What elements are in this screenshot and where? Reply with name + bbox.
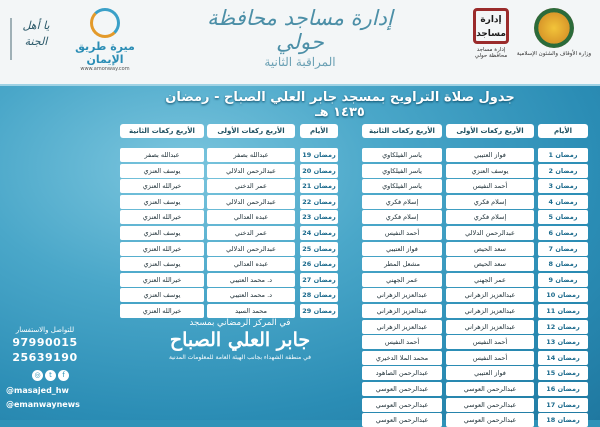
first-rakaat-cell: عمر الدخني [207,226,295,240]
second-rakaat-cell: عبدالرحمن العوسي [362,382,442,396]
amonway-circle-icon [90,8,120,38]
header-second-right: الأربع ركعات الثانية [362,124,442,138]
day-cell: 13 رمضان [538,335,588,349]
masajed-text: إدارة مساجد محافظة حولي [474,47,508,59]
first-rakaat-cell: عبدالرحمن العوسي [446,398,534,412]
second-rakaat-cell: عبدالله بصفر [120,148,204,162]
day-cell: 11 رمضان [538,304,588,318]
second-rakaat-cell: ياسر الفيلكاوي [362,148,442,162]
first-rakaat-cell: يوسف العنزي [446,164,534,178]
first-rakaat-cell: عبدالرحمن العوسي [446,382,534,396]
first-rakaat-cell: أحمد النفيس [446,351,534,365]
day-cell: 7 رمضان [538,242,588,256]
first-rakaat-cell: عبدالرحمن العوسي [446,413,534,427]
amonway-name: ميرة طريق الإيمان [75,40,135,66]
phone-2: 25639190 [12,351,78,364]
first-rakaat-cell: عبدالله بصفر [207,148,295,162]
second-rakaat-cell: يوسف العنزي [120,195,204,209]
first-rakaat-cell: عبدالرحمن الدلالي [207,164,295,178]
second-rakaat-cell: إسلام فكري [362,210,442,224]
first-rakaat-cell: عبدالعزيز الزهراني [446,288,534,302]
contact-block [8,326,82,364]
day-cell: 9 رمضان [538,273,588,287]
day-cell: 18 رمضان [538,413,588,427]
first-rakaat-cell: أحمد النفيس [446,179,534,193]
header-divider [0,84,600,86]
second-rakaat-cell: يوسف العنزي [120,164,204,178]
day-cell: 14 رمضان [538,351,588,365]
second-rakaat-cell: ياسر الفيلكاوي [362,179,442,193]
second-rakaat-cell: محمد الملا الدخيري [362,351,442,365]
second-rakaat-cell: فواز العتيبي [362,242,442,256]
day-cell: 26 رمضان [300,257,338,271]
mosque-post: في منطقة الشهداء بجانب الهيئة العامة للمعلومات المدنية [168,354,312,361]
day-cell: 23 رمضان [300,210,338,224]
day-cell: 25 رمضان [300,242,338,256]
first-rakaat-cell: عبدالرحمن الدلالي [207,195,295,209]
ministry-text: وزارة الأوقاف والشئون الإسلامية [516,51,592,57]
second-rakaat-cell: أحمد النفيس [362,335,442,349]
second-rakaat-cell: عبدالرحمن العوسي [362,413,442,427]
header-banner [0,0,600,84]
second-rakaat-cell: يوسف العنزي [120,226,204,240]
center-subtitle: المراقبة الثانية [264,55,336,69]
second-rakaat-cell: إسلام فكري [362,195,442,209]
day-cell: 1 رمضان [538,148,588,162]
instagram-icon[interactable]: ◎ [32,370,43,381]
handle-masajed[interactable]: @masajed_hw [6,386,69,395]
amonway-url: www.amonway.com [80,66,130,72]
handle-emanway[interactable]: @emanwaynews [6,400,80,409]
second-rakaat-cell: عبدالرحمن الصاهود [362,366,442,380]
second-rakaat-cell: خيرالله العنزي [120,210,204,224]
first-rakaat-cell: سعد الحيص [446,257,534,271]
mosque-name: جابر العلي الصباح [169,329,311,351]
masajed-mark-icon: إدارة مساجد [473,8,509,44]
calligraphy-logo: يا أهل الجنة [10,18,56,60]
day-cell: 2 رمضان [538,164,588,178]
second-rakaat-cell: خيرالله العنزي [120,304,204,318]
first-rakaat-cell: محمد السيد [207,304,295,318]
second-rakaat-cell: خيرالله العنزي [120,273,204,287]
second-rakaat-cell: خيرالله العنزي [120,242,204,256]
first-rakaat-cell: عبده العدالي [207,257,295,271]
first-rakaat-cell: عبدالعزيز الزهراني [446,304,534,318]
first-rakaat-cell: عبدالعزيز الزهراني [446,320,534,334]
schedule-title: جدول صلاة التراويح بمسجد جابر العلي الصباح - رمضان ١٤٣٥ هـ [165,90,515,120]
day-cell: 4 رمضان [538,195,588,209]
second-rakaat-cell: مشعل المطر [362,257,442,271]
day-cell: 3 رمضان [538,179,588,193]
day-cell: 22 رمضان [300,195,338,209]
header-second-left: الأربع ركعات الثانية [120,124,204,138]
second-rakaat-cell: يوسف العنزي [120,257,204,271]
header-first-right: الأربع ركعات الأولى [446,124,534,138]
contact-title: للتواصل والاستفسار [15,326,75,334]
first-rakaat-cell: إسلام فكري [446,195,534,209]
facebook-icon[interactable]: f [58,370,69,381]
twitter-icon[interactable]: t [45,370,56,381]
masajed-logo [468,8,514,59]
day-cell: 19 رمضان [300,148,338,162]
first-rakaat-cell: عمر الجهني [446,273,534,287]
amonway-logo [60,8,150,72]
header-day-left: الأيام [300,124,338,138]
day-cell: 21 رمضان [300,179,338,193]
kuwait-emblem-icon [534,8,574,48]
header-center [200,6,400,69]
day-cell: 15 رمضان [538,366,588,380]
first-rakaat-cell: د. محمد العتيبي [207,273,295,287]
day-cell: 6 رمضان [538,226,588,240]
second-rakaat-cell: عبدالعزيز الزهراني [362,320,442,334]
day-cell: 5 رمضان [538,210,588,224]
first-rakaat-cell: فواز العتيبي [446,366,534,380]
first-rakaat-cell: سعد الحيص [446,242,534,256]
day-cell: 20 رمضان [300,164,338,178]
first-rakaat-cell: أحمد النفيس [446,335,534,349]
day-cell: 10 رمضان [538,288,588,302]
center-title: إدارة مساجد محافظة حولي [207,6,393,54]
second-rakaat-cell: عبدالعزيز الزهراني [362,304,442,318]
second-rakaat-cell: عبدالرحمن العوسي [362,398,442,412]
phone-1: 97990015 [12,336,78,349]
day-cell: 29 رمضان [300,304,338,318]
first-rakaat-cell: عمر الدخني [207,179,295,193]
first-rakaat-cell: عبدالرحمن الدلالي [446,226,534,240]
first-rakaat-cell: إسلام فكري [446,210,534,224]
day-cell: 12 رمضان [538,320,588,334]
day-cell: 8 رمضان [538,257,588,271]
day-cell: 28 رمضان [300,288,338,302]
first-rakaat-cell: د. محمد العتيبي [207,288,295,302]
first-rakaat-cell: فواز العتيبي [446,148,534,162]
day-cell: 24 رمضان [300,226,338,240]
first-rakaat-cell: عبده العدالي [207,210,295,224]
header-first-left: الأربع ركعات الأولى [207,124,295,138]
mosque-box [140,318,340,378]
ministry-logo [516,8,592,57]
second-rakaat-cell: خيرالله العنزي [120,179,204,193]
second-rakaat-cell: يوسف العنزي [120,288,204,302]
first-rakaat-cell: عبدالرحمن الدلالي [207,242,295,256]
second-rakaat-cell: عمر الجهني [362,273,442,287]
day-cell: 16 رمضان [538,382,588,396]
day-cell: 17 رمضان [538,398,588,412]
second-rakaat-cell: ياسر الفيلكاوي [362,164,442,178]
second-rakaat-cell: أحمد النفيس [362,226,442,240]
social-icons [32,370,82,382]
header-day-right: الأيام [538,124,588,138]
day-cell: 27 رمضان [300,273,338,287]
mosque-pre: في المركز الرمضاني بمسجد [189,318,291,328]
second-rakaat-cell: عبدالعزيز الزهراني [362,288,442,302]
